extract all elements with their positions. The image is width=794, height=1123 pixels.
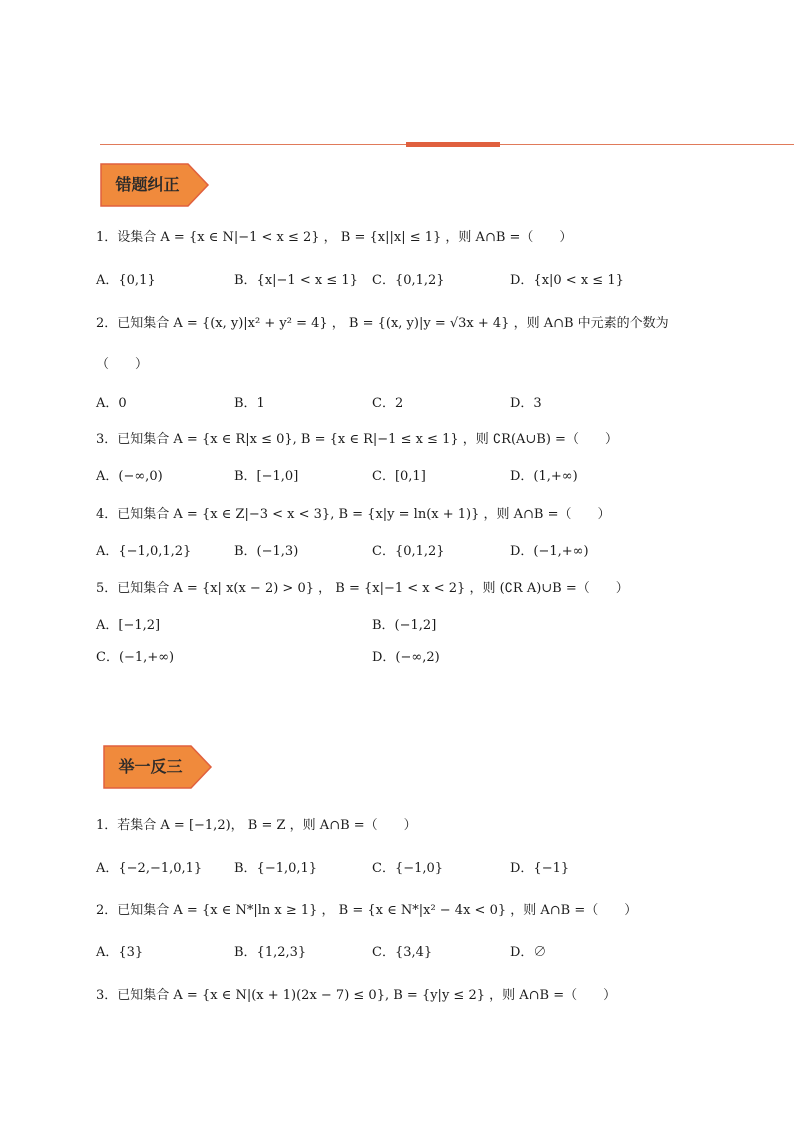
- section-tag-errata: [100, 163, 210, 207]
- option-c: C．2: [372, 396, 404, 411]
- option-b: B．[−1,0]: [234, 469, 299, 484]
- option-c: C．{−1,0}: [372, 861, 444, 876]
- option-b: B．{1,2,3}: [234, 945, 307, 960]
- option-a: A．{−1,0,1,2}: [96, 544, 192, 559]
- question-stem: 2．已知集合 A = {(x, y)|x² + y² = 4} ， B = {(x, y)|y = √3x + 4} ，则 A∩B 中元素的个数为: [96, 316, 669, 331]
- option-c: C．(−1,+∞): [96, 650, 175, 665]
- header-rule-accent: [406, 142, 500, 147]
- question-stem: 2．已知集合 A = {x ∈ N*|ln x ≥ 1} ， B = {x ∈ N*|x² − 4x < 0} ，则 A∩B =（ ）: [96, 903, 638, 918]
- option-b: B．1: [234, 396, 265, 411]
- question-stem: 3．已知集合 A = {x ∈ R|x ≤ 0}, B = {x ∈ R|−1 ≤ x ≤ 1} ，则 ∁R(A∪B) =（ ）: [96, 432, 618, 447]
- question-stem: 3．已知集合 A = {x ∈ N|(x + 1)(2x − 7) ≤ 0}, B = {y|y ≤ 2} ，则 A∩B =（ ）: [96, 988, 617, 1003]
- option-b: B．{x|−1 < x ≤ 1}: [234, 273, 358, 288]
- option-d: D．∅: [510, 945, 547, 960]
- option-a: A．[−1,2]: [96, 618, 161, 633]
- section-title: 举一反三: [118, 757, 183, 776]
- question-stem-continuation: （ ）: [96, 357, 149, 372]
- option-c: C．{0,1,2}: [372, 544, 445, 559]
- option-a: A．{−2,−1,0,1}: [96, 861, 203, 876]
- option-d: D．(−1,+∞): [510, 544, 589, 559]
- section-title: 错题纠正: [115, 175, 180, 194]
- option-a: A．{0,1}: [96, 273, 156, 288]
- option-a: A．0: [96, 396, 127, 411]
- option-d: D．(−∞,2): [372, 650, 440, 665]
- option-d: D．3: [510, 396, 542, 411]
- option-c: C．{0,1,2}: [372, 273, 445, 288]
- question-stem: 4．已知集合 A = {x ∈ Z|−3 < x < 3}, B = {x|y = ln(x + 1)} ，则 A∩B =（ ）: [96, 507, 611, 522]
- option-c: C．{3,4}: [372, 945, 433, 960]
- question-stem: 1．设集合 A = {x ∈ N|−1 < x ≤ 2} ， B = {x||x| ≤ 1} ，则 A∩B =（ ）: [96, 230, 573, 245]
- question-stem: 1．若集合 A = [−1,2)， B = Z ，则 A∩B =（ ）: [96, 818, 417, 833]
- option-b: B．(−1,3): [234, 544, 299, 559]
- section-tag-practice: [103, 745, 213, 789]
- option-a: A．(−∞,0): [96, 469, 163, 484]
- question-stem: 5．已知集合 A = {x| x(x − 2) > 0} ， B = {x|−1 < x < 2} ，则 (∁R A)∪B =（ ）: [96, 581, 629, 596]
- option-d: D．{x|0 < x ≤ 1}: [510, 273, 624, 288]
- option-b: B．{−1,0,1}: [234, 861, 318, 876]
- option-a: A．{3}: [96, 945, 144, 960]
- option-c: C．[0,1]: [372, 469, 426, 484]
- option-b: B．(−1,2]: [372, 618, 437, 633]
- option-d: D．(1,+∞): [510, 469, 578, 484]
- option-d: D．{−1}: [510, 861, 570, 876]
